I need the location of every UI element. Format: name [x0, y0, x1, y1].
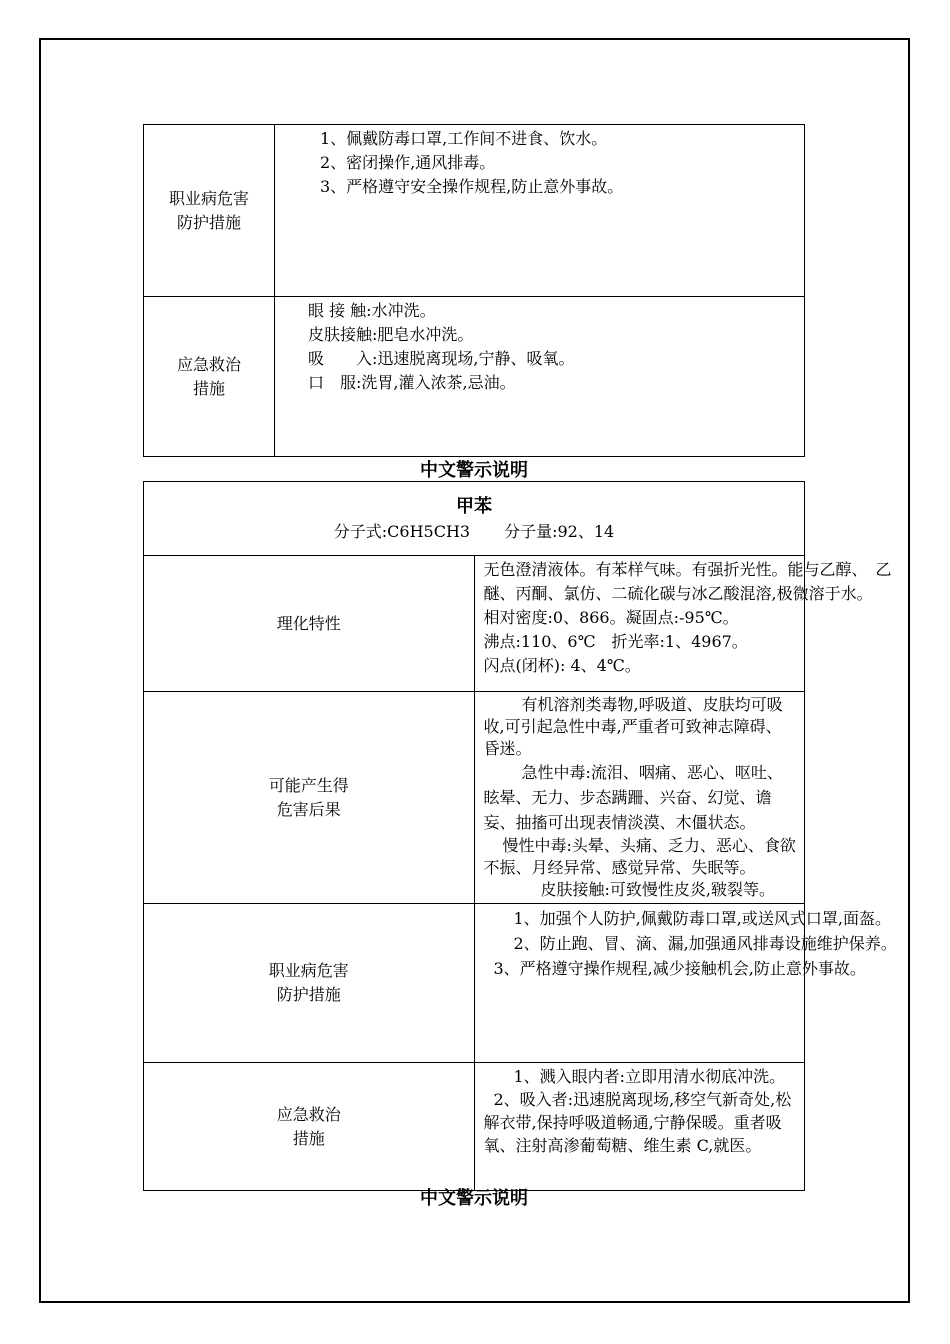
list-item: 2、吸入者:迅速脱离现场,移空气新奇处,松解衣带,保持呼吸道畅通,宁静保暖。重者吸氧、注射高渗葡萄糖、维生素 C,就医。: [483, 1090, 792, 1155]
table-row: [144, 692, 805, 904]
list-item: 1、加强个人防护,佩戴防毒口罩,或送风式口罩,面盔。: [513, 909, 891, 928]
table-row: [144, 125, 805, 297]
label-line: 防护措施: [276, 985, 341, 1004]
list-item: 口 服:洗胃,灌入浓茶,忌油。: [308, 373, 516, 392]
hazard-table-2: [143, 481, 897, 1191]
label-line: 措施: [292, 1128, 325, 1148]
table-row: [144, 482, 805, 556]
row-label-protection: [144, 904, 475, 1063]
hazard-consequences: [474, 692, 805, 904]
label-line: 可能产生得: [268, 775, 349, 795]
chemical-formula-line: [144, 520, 804, 544]
label-line: 职业病危害: [168, 188, 249, 208]
list-item: 3、严格遵守操作规程,减少接触机会,防止意外事故。: [493, 959, 866, 978]
physical-chemical-properties: [474, 556, 892, 692]
list-item: 1、溅入眼内者:立即用清水彻底冲洗。: [513, 1067, 786, 1086]
section-heading: 中文警示说明: [420, 1188, 528, 1209]
list-item: 1、佩戴防毒口罩,工作间不进食、饮水。: [320, 129, 608, 148]
section-heading: 中文警示说明: [420, 460, 528, 481]
property-line: 无色澄清液体。有苯样气味。有强折光性。能与乙醇、 乙: [483, 560, 892, 579]
row-label-hazards: [144, 692, 475, 904]
hazard-table-1: [143, 124, 805, 457]
label-line: 防护措施: [176, 212, 241, 232]
property-line: 闪点(闭杯): 4、4℃。: [483, 656, 641, 675]
protection-measures: [275, 125, 805, 297]
chemical-name: 甲苯: [456, 495, 492, 517]
list-item: 3、严格遵守安全操作规程,防止意外事故。: [320, 177, 624, 196]
list-item: 眼 接 触:水冲洗。: [308, 301, 436, 320]
table-row: [144, 556, 805, 692]
hazard-paragraph: 有机溶剂类毒物,呼吸道、皮肤均可吸收,可引起急性中毒,严重者可致神志障碍、昏迷。: [483, 695, 783, 758]
list-item: 吸 入:迅速脱离现场,宁静、吸氧。: [308, 349, 575, 368]
list-item: 2、防止跑、冒、滴、漏,加强通风排毒设施维护保养。: [513, 934, 897, 953]
label-line: 应急救治: [276, 1104, 341, 1124]
property-line: 醚、丙酮、氯仿、二硫化碳与冰乙酸混溶,极微溶于水。: [483, 584, 873, 603]
hazard-paragraph: 皮肤接触:可致慢性皮炎,皲裂等。: [540, 880, 775, 899]
label-line: 职业病危害: [268, 961, 349, 980]
chemical-title-cell: [144, 482, 805, 556]
table-row: [144, 1063, 805, 1191]
table-row: [144, 297, 805, 457]
row-label-first-aid: [144, 1063, 475, 1191]
list-item: 皮肤接触:肥皂水冲洗。: [308, 325, 474, 344]
first-aid-measures: [474, 1063, 805, 1191]
row-label-properties: 理化特性: [144, 556, 475, 692]
list-item: 2、密闭操作,通风排毒。: [320, 153, 496, 172]
first-aid-measures: [275, 297, 805, 457]
label-line: 应急救治: [176, 354, 241, 374]
label-line: 危害后果: [276, 799, 341, 819]
table-row: [144, 904, 805, 1063]
protection-measures: [474, 904, 897, 1063]
hazard-paragraph: 急性中毒:流泪、咽痛、恶心、呕吐、眩晕、无力、步态蹒跚、兴奋、幻觉、谵妄、抽搐可出现表情淡漠、木僵状态。: [483, 763, 783, 832]
label-line: 措施: [192, 378, 225, 398]
hazard-paragraph: 慢性中毒:头晕、头痛、乏力、恶心、食欲不振、月经异常、感觉异常、失眠等。: [483, 836, 796, 877]
row-label-protection: [144, 125, 275, 297]
molecular-formula: 分子式:C6H5CH3: [333, 521, 471, 541]
molecular-weight: 分子量:92、14: [504, 521, 615, 541]
row-label-first-aid: [144, 297, 275, 457]
property-line: 沸点:110、6℃ 折光率:1、4967。: [483, 632, 748, 651]
property-line: 相对密度:0、866。凝固点:-95℃。: [483, 608, 739, 627]
